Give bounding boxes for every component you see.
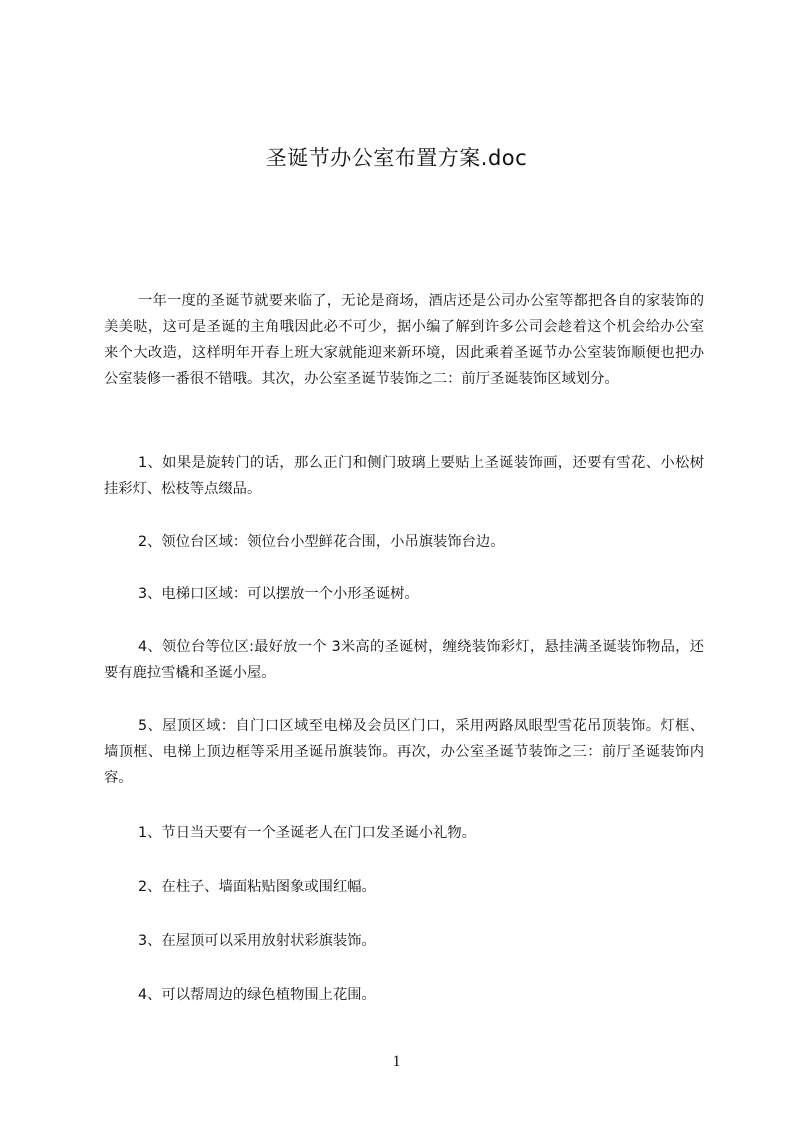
paragraph-content-1: 1、节日当天要有一个圣诞老人在门口发圣诞小礼物。: [138, 825, 476, 841]
paragraph-content-3: 3、在屋顶可以采用放射状彩旗装饰。: [138, 933, 376, 949]
paragraph-content-4: 4、可以帮周边的绿色植物围上花围。: [138, 987, 376, 1003]
paragraph-item-2: 2、领位台区域：领位台小型鲜花合围，小吊旗装饰台边。: [138, 534, 505, 550]
paragraph-item-5: 5、屋顶区域：自门口区域至电梯及会员区门口，采用两路凤眼型雪花吊顶装饰。灯框、墙顶框、电梯上顶边框等采用圣诞吊旗装饰。再次，办公室圣诞节装饰之三：前厅圣诞装饰内容。: [104, 718, 704, 786]
paragraph-content-2: 2、在柱子、墙面粘贴图象或围红幅。: [138, 879, 376, 895]
page-number: 1: [392, 1053, 401, 1070]
paragraph-item-1: 1、如果是旋转门的话，那么正门和侧门玻璃上要贴上圣诞装饰画，还要有雪花、小松树挂彩灯、松枝等点缀品。: [104, 455, 704, 497]
document-title: 圣诞节办公室布置方案.doc: [265, 146, 528, 170]
paragraph-item-3: 3、电梯口区域：可以摆放一个小形圣诞树。: [138, 586, 419, 602]
paragraph-intro: 一年一度的圣诞节就要来临了，无论是商场，酒店还是公司办公室等都把各自的家装饰的美美哒，这可是圣诞的主角哦因此必不可少，据小编了解到许多公司会趁着这个机会给办公室来个大改造，这样明年开春上班大家就能迎来新环境，因此乘着圣诞节办公室装饰顺便也把办公室装修一番很不错哦。其次，办公室圣诞节装饰之二：前厅圣诞装饰区域划分。: [104, 293, 704, 387]
paragraph-item-4: 4、领位台等位区:最好放一个 3米高的圣诞树，缠绕装饰彩灯，悬挂满圣诞装饰物品，还要有鹿拉雪橇和圣诞小屋。: [104, 639, 704, 681]
